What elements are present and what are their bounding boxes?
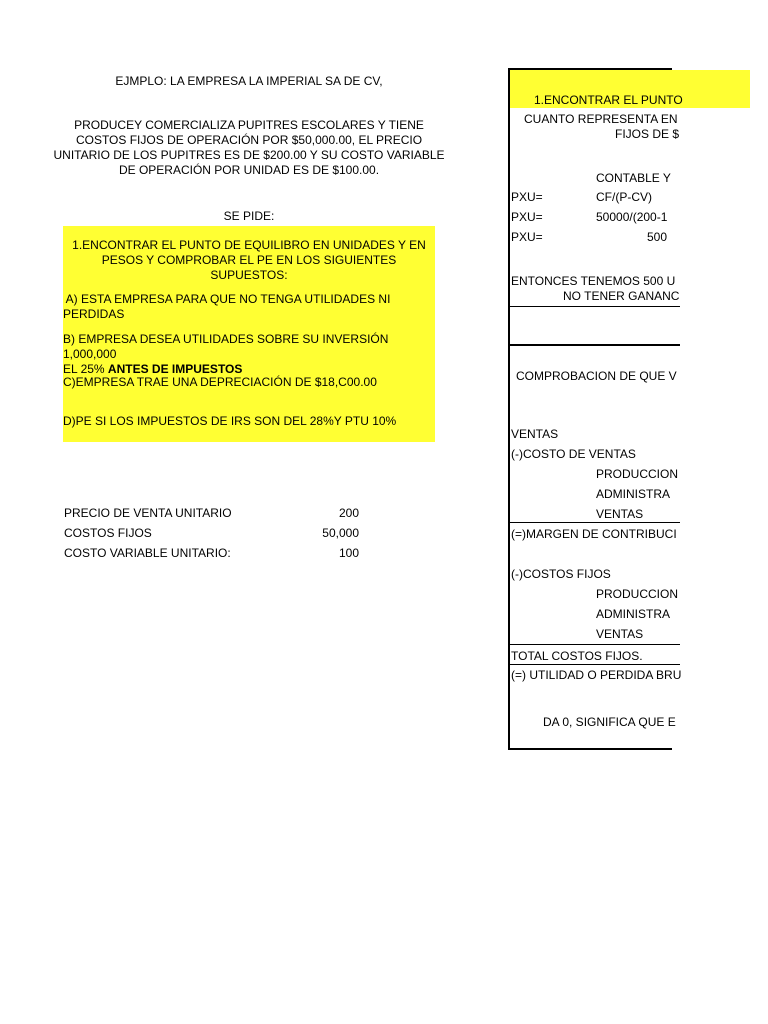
summary-value: 50,000 (322, 526, 359, 540)
formula-label: PXU= (511, 230, 543, 244)
formula-label: PXU= (511, 190, 543, 204)
formula-value: 50000/(200-1 (596, 210, 668, 224)
requirement-1-line: PESOS Y COMPROBAR EL PE EN LOS SIGUIENTES SUPUESTOS: (101, 253, 397, 282)
summary-value: 100 (338, 546, 359, 560)
problem-statement (40, 118, 458, 178)
divider (510, 664, 680, 665)
summary-row (64, 546, 364, 566)
utilidad-label: (=) UTILIDAD O PERDIDA BRU (511, 668, 682, 682)
requirements-box (63, 226, 435, 442)
summary-label: COSTO VARIABLE UNITARIO: (64, 546, 231, 560)
summary-label: COSTOS FIJOS (64, 526, 152, 540)
requirement-1-line: 1.ENCONTRAR EL PUNTO DE EQUILIBRO EN UNIDADES Y EN (72, 238, 426, 252)
requirement-a-line: PERDIDAS (63, 307, 125, 321)
divider (510, 522, 680, 523)
solution-header: 1.ENCONTRAR EL PUNTO (534, 93, 683, 107)
formula-value: 500 (647, 230, 668, 244)
requirement-b-line: B) EMPRESA DESEA UTILIDADES SOBRE SU INVERSIÓN 1,000,000 (63, 332, 389, 361)
fijos-item: ADMINISTRA (596, 607, 671, 621)
comprobacion-title: COMPROBACION DE QUE V (516, 369, 677, 383)
requirement-1 (63, 238, 435, 283)
summary-row (64, 506, 364, 526)
requirement-d: D)PE SI LOS IMPUESTOS DE IRS SON DEL 28%Y PTU 10% (63, 414, 397, 428)
problem-line: PRODUCEY COMERCIALIZA PUPITRES ESCOLARES Y TIENE (74, 118, 424, 132)
requirement-b-text: EL 25% (63, 362, 108, 376)
summary-value: 200 (338, 506, 359, 520)
question-line: FIJOS DE $ (615, 127, 680, 141)
summary-row (64, 526, 364, 546)
divider (510, 306, 680, 307)
requirement-a-line: A) ESTA EMPRESA PARA QUE NO TENGA UTILIDADES NI (63, 292, 391, 306)
contable-label: CONTABLE Y (596, 171, 671, 185)
solution-panel (508, 68, 683, 750)
fijos-item: PRODUCCION (596, 587, 679, 601)
conclusion-line: ENTONCES TENEMOS 500 U (511, 274, 676, 288)
costo-item: VENTAS (596, 507, 644, 521)
costos-fijos-label: (-)COSTOS FIJOS (511, 567, 611, 581)
fijos-item: VENTAS (596, 627, 644, 641)
costo-ventas-label: (-)COSTO DE VENTAS (511, 447, 636, 461)
final-note: DA 0, SIGNIFICA QUE E (543, 715, 676, 729)
margen-label: (=)MARGEN DE CONTRIBUCI (511, 527, 677, 541)
problem-line: DE OPERACIÓN POR UNIDAD ES DE $100.00. (118, 163, 380, 177)
requirement-a (63, 292, 435, 322)
total-fijos-label: TOTAL COSTOS FIJOS. (511, 649, 643, 663)
conclusion-line: NO TENER GANANC (563, 289, 680, 303)
ventas-label: VENTAS (511, 427, 559, 441)
requirement-b-bold: ANTES DE IMPUESTOS (107, 362, 243, 376)
costo-item: ADMINISTRA (596, 487, 671, 501)
se-pide-label: SE PIDE: (223, 209, 275, 223)
divider (510, 344, 680, 346)
costo-item: PRODUCCION (596, 467, 679, 481)
requirement-c: C)EMPRESA TRAE UNA DEPRECIACIÓN DE $18,C00.00 (63, 375, 377, 389)
formula-label: PXU= (511, 210, 543, 224)
divider (510, 644, 680, 645)
problem-line: COSTOS FIJOS DE OPERACIÓN POR $50,000.00, EL PRECIO (75, 133, 423, 147)
requirement-b (63, 332, 435, 377)
question-line: CUANTO REPRESENTA EN (524, 112, 678, 126)
formula-value: CF/(P-CV) (596, 190, 652, 204)
summary-table (64, 506, 364, 566)
problem-line: UNITARIO DE LOS PUPITRES ES DE $200.00 Y SU COSTO VARIABLE (53, 148, 445, 162)
example-title: EJMPLO: LA EMPRESA LA IMPERIAL SA DE CV, (115, 74, 383, 88)
summary-label: PRECIO DE VENTA UNITARIO (64, 506, 232, 520)
